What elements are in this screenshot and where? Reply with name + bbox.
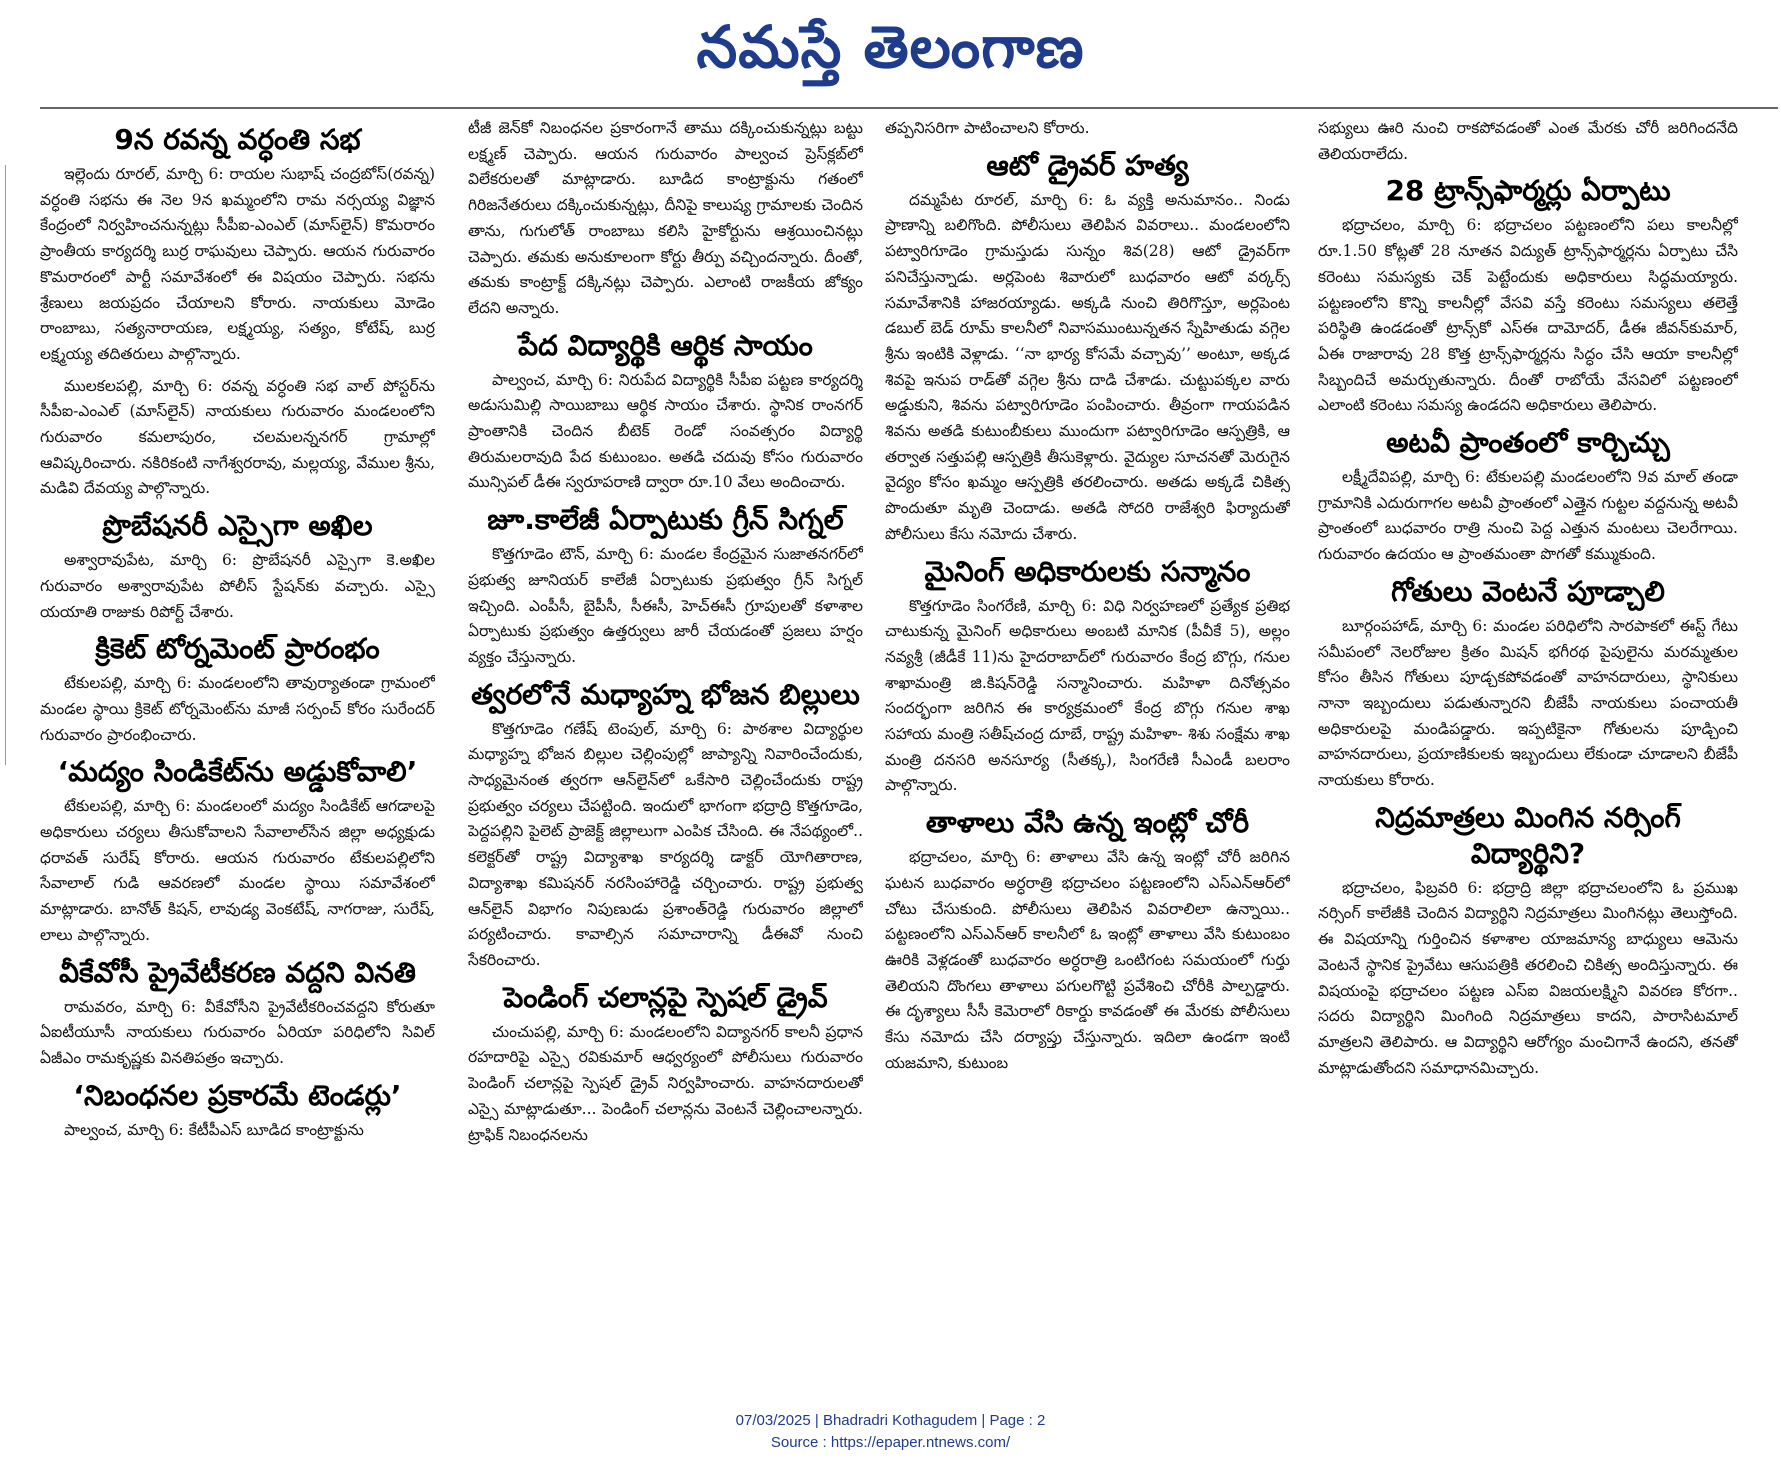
story-body: సభ్యులు ఊరి నుంచి రాకపోవడంతో ఎంత మేరకు చోరీ జరిగిందనేది తెలియరాలేదు. (1318, 119, 1738, 163)
story-headline: తాళాలు వేసి ఉన్న ఇంట్లో చోరీ (925, 806, 1250, 840)
newspaper-logo: నమస్తే తెలంగాణ (696, 13, 1085, 81)
story-body: రామవరం, మార్చి 6: వీకేవోసీని ప్రైవేటీకరించవద్దని కోరుతూ ఏఐటీయూసీ నాయకులు గురువారం ఏరియా పరిధిలోని సివిల్ ఏజీఎం రామకృష్ణకు వినతిపత్రం ఇచ్చారు. (40, 997, 435, 1067)
news-story (885, 148, 1290, 548)
story-body: పాల్వంచ, మార్చి 6: కేటీపీఎస్ బూడిద కాంట్రాక్టును (64, 1120, 364, 1139)
news-story (40, 754, 435, 948)
story-headline: మైనింగ్ అధికారులకు సన్మానం (924, 554, 1251, 588)
news-story (468, 328, 863, 497)
news-story (40, 631, 435, 748)
story-body: టేకులపల్లి, మార్చి 6: మండలంలోని తావుర్యాతండా గ్రామంలో మండల స్థాయి క్రికెట్ టోర్నమెంట్‌ను మాజీ సర్పంచ్ కోరం సురేందర్ గురువారం ప్రారంభించారు. (40, 674, 435, 744)
story-headline: పేద విద్యార్థికి ఆర్థిక సాయం (518, 328, 813, 362)
news-story (40, 508, 435, 625)
footer-date-edition: 07/03/2025 | Bhadradri Kothagudem | Page : 2 (735, 1412, 1046, 1429)
story-headline: ‘మద్యం సిండికేట్‌ను అడ్డుకోవాలి’ (57, 755, 418, 789)
story-body: చుంచుపల్లి, మార్చి 6: మండలంలోని విద్యానగర్ కాలనీ ప్రధాన రహదారిపై ఎస్సై రవికుమార్ ఆధ్వర్యంలో పోలీసులు గురువారం పెండింగ్ చలాన్లపై స్పెషల్ డ్రైవ్ నిర్వహించారు. వాహనదారులతో ఎస్సై మాట్లాడుతూ... పెండింగ్ చలాన్లను వెంటనే చెల్లించాలన్నారు. ట్రాఫిక్ నిబంధనలను (468, 1022, 863, 1144)
story-body: భద్రాచలం, మార్చి 6: తాళాలు వేసి ఉన్న ఇంట్లో చోరీ జరిగిన ఘటన బుధవారం అర్ధరాత్రి భద్రాచలం పట్టణంలోని ఎస్ఎన్ఆర్‌లో చోటు చేసుకుంది. పోలీసులు తెలిపిన వివరాలిలా ఉన్నాయి.. పట్టణంలోని ఎస్ఎన్ఆర్ కాలనీలో ఓ ఇంట్లో తాళాలు వేసి కుటుంబం ఊరికి వెళ్లడంతో బుధవారం అర్ధరాత్రి ఒంటిగంట సమయంలో గుర్తు తెలియని దొంగలు తాళాలు పగులగొట్టి ప్రవేశించి చోరీకి పాల్పడ్డారు. ఈ దృశ్యాలు సీసీ కెమెరాలో రికార్డు కావడంతో ఈ మేరకు పోలీసులు కేసు నమోదు చేసి దర్యాప్తు చేస్తున్నారు. ఇదిలా ఉండగా ఇంటి యజమాని, కుటుంబ (885, 848, 1290, 1072)
news-story (468, 677, 863, 974)
news-story (468, 502, 863, 671)
story-headline: గోతులు వెంటనే పూడ్చాలి (1391, 574, 1665, 608)
story-headline: క్రికెట్ టోర్నమెంట్ ప్రారంభం (95, 632, 380, 666)
story-headline: అటవీ ప్రాంతంలో కార్చిచ్చు (1386, 426, 1670, 460)
news-story (40, 1078, 435, 1144)
story-headline: 28 ట్రాన్స్‌ఫార్మర్లు ఏర్పాటు (1385, 174, 1671, 208)
news-story (885, 805, 1290, 1076)
column-2 (468, 116, 863, 1336)
news-story (1318, 425, 1738, 568)
story-body: ఇల్లెందు రూరల్, మార్చి 6: రాయల సుభాష్ చంద్రబోస్(రవన్న) వర్ధంతి సభను ఈ నెల 9న ఖమ్మంలోని రామ నర్సయ్య విజ్ఞాన కేంద్రంలో నిర్వహించనున్నట్లు సీపీఐ-ఎంఎల్ (మాస్‌లైన్) కొమరారం ప్రాంతీయ కార్యదర్శి బుర్ర రాఘవులు చెప్పారు. ఆయన గురువారం కొమరారంలో పార్టీ సమావేశంలో ఈ విషయం చెప్పారు. సభను శ్రేణులు జయప్రదం చేయాలని కోరారు. నాయకులు మోడెం రాంబాబు, సత్యనారాయణ, లక్ష్మయ్య, సత్యం, కోటేష్, బుర్ర లక్ష్మయ్య తదితరులు పాల్గొన్నారు. (40, 165, 435, 363)
news-story (40, 374, 435, 503)
story-headline: ‘నిబంధనల ప్రకారమే టెండర్లు’ (73, 1078, 402, 1112)
news-story (40, 955, 435, 1072)
story-body: భద్రాచలం, ఫిబ్రవరి 6: భద్రాద్రి జిల్లా భద్రాచలంలోని ఓ ప్రముఖ నర్సింగ్ కాలేజీకి చెందిన విద్యార్థిని నిద్రమాత్రలు మింగినట్లు తెలుస్తోంది. ఈ విషయాన్ని గుర్తించిన కళాశాల యాజమాన్య బాధ్యులు ఆమెను వెంటనే స్థానిక ప్రైవేటు ఆసుపత్రికి తరలించి చికిత్స అందిస్తున్నారు. ఈ విషయంపై భద్రాచలం పట్టణ ఎస్ఐ విజయలక్ష్మిని వివరణ కోరగా.. సదరు విద్యార్థిని మింగింది నిద్రమాత్రలు కాదని, పారాసిటమాల్ మాత్రలని తెలిపారు. ఆ విద్యార్థిని ఆరోగ్యం మంచిగానే ఉందని, తనతో మాట్లాడుతోందని సమాధానమిచ్చారు. (1318, 878, 1738, 1077)
column-3 (885, 116, 1290, 1336)
column-4 (1318, 116, 1738, 1336)
margin-rule (5, 165, 6, 765)
news-story (40, 122, 435, 368)
story-headline: వీకేవోసీ ప్రైవేటీకరణ వద్దని వినతి (59, 955, 416, 989)
news-story (1318, 173, 1738, 419)
story-body: అశ్వారావుపేట, మార్చి 6: ప్రొబేషనరీ ఎస్సైగా కె.అఖిల గురువారం అశ్వారావుపేట పోలీస్ స్టేషన్‌కు వచ్చారు. ఎస్సై యయాతి రాజుకు రిపోర్ట్ చేశారు. (40, 551, 435, 621)
story-body: లక్ష్మీదేవిపల్లి, మార్చి 6: టేకులపల్లి మండలంలోని 9వ మాల్ తండా గ్రామానికి ఎదురుగాగల అటవీ ప్రాంతంలో ఎత్తైన గుట్టల వద్దనున్న అటవీ ప్రాంతంలో బుధవారం రాత్రి నుంచి పెద్ద ఎత్తున మంటలు చెలరేగాయి. గురువారం ఉదయం ఆ ప్రాంతమంతా పొగతో కమ్ముకుంది. (1318, 468, 1738, 564)
story-body: కొత్తగూడెం గణేష్ టెంపుల్, మార్చి 6: పాఠశాల విద్యార్థుల మధ్యాహ్న భోజన బిల్లుల చెల్లింపుల్లో జాప్యాన్ని నివారించేందుకు, సాధ్యమైనంత త్వరగా ఆన్‌లైన్‌లో ఒకేసారి చెల్లించేందుకు రాష్ట్ర ప్రభుత్వం చర్యలు చేపట్టింది. ఇందులో భాగంగా భద్రాద్రి కొత్తగూడెం, పెద్దపల్లిని పైలెట్ ప్రాజెక్ట్ జిల్లాలుగా ఎంపిక చేసింది. ఈ నేపథ్యంలో.. కలెక్టర్‌తో రాష్ట్ర విద్యాశాఖ కార్యదర్శి డాక్టర్ యోగితారాణ, విద్యాశాఖ కమిషనర్ నరసింహారెడ్డి చర్చించారు. రాష్ట్ర ప్రభుత్వ ఆన్‌లైన్ విభాగం నిపుణుడు ప్రశాంత్‌రెడ్డి గురువారం జిల్లాలో పర్యటించారు. కావాల్సిన సమాచారాన్ని డీఈవో నుంచి సేకరించారు. (468, 719, 863, 969)
story-body: బూర్గంపహాడ్, మార్చి 6: మండల పరిధిలోని సారపాకలో ఈస్ట్ గేటు సమీపంలో నెలరోజుల క్రితం మిషన్ భగీరథ పైపులైను మరమ్మతుల కోసం తీసిన గోతులు పూడ్చకపోవడంతో వాహనదారులు, స్థానికులు నానా ఇబ్బందులు పడుతున్నారని బీజేపీ నాయకులు పంచాయతీ అధికారులపై మండిపడ్డారు. ఇప్పటికైనా గోతులను పూడ్చించి వాహనదారులు, ప్రయాణికులకు ఇబ్బందులు లేకుండా చూడాలని బీజేపీ నాయకులు కోరారు. (1318, 616, 1738, 790)
news-story (468, 980, 863, 1149)
story-headline: నిద్రమాత్రలు మింగిన నర్సింగ్ విద్యార్థిని? (1375, 800, 1681, 870)
news-story (885, 116, 1290, 142)
masthead-rule (40, 107, 1778, 109)
story-headline: త్వరలోనే మధ్యాహ్న భోజన బిల్లులు (471, 677, 860, 711)
story-body: తప్పనిసరిగా పాటించాలని కోరారు. (885, 119, 1090, 137)
story-body: పాల్వంచ, మార్చి 6: నిరుపేద విద్యార్థికి సీపీఐ పట్టణ కార్యదర్శి అడుసుమిల్లి సాయిబాబు ఆర్థిక సాయం చేశారు. స్థానిక రాంనగర్ ప్రాంతానికి చెందిన బీటెక్ రెండో సంవత్సరం విద్యార్థి తిరుమలరావుది పేద కుటుంబం. అతడి చదువు కోసం గురువారం మున్సిపల్ డీఈ స్వరూపరాణి ద్వారా రూ.10 వేలు అందించారు. (468, 370, 863, 492)
story-body: ములకలపల్లి, మార్చి 6: రవన్న వర్ధంతి సభ వాల్ పోస్టర్‌ను సీపీఐ-ఎంఎల్ (మాస్‌లైన్) నాయకులు గురువారం మండలంలోని గురువారం కమలాపురం, చలమలన్ననగర్ గ్రామాల్లో ఆవిష్కరించారు. నకిరికంటి నాగేశ్వరరావు, మల్లయ్య, వేముల శ్రీను, మడివి దేవయ్య పాల్గొన్నారు. (40, 376, 435, 498)
masthead (0, 8, 1781, 86)
story-headline: ఆటో డ్రైవర్ హత్య (986, 148, 1189, 182)
news-story (1318, 116, 1738, 167)
news-story (468, 116, 863, 322)
story-body: కొత్తగూడెం టౌన్, మార్చి 6: మండల కేంద్రమైన సుజాతనగర్‌లో ప్రభుత్వ జూనియర్ కాలేజీ ఏర్పాటుకు ప్రభుత్వం గ్రీన్ సిగ్నల్ ఇచ్చింది. ఎంపీసీ, బైపీసీ, సీఈసీ, హెచ్‌ఈసీ గ్రూపులతో కళాశాల ఏర్పాటుకు ప్రభుత్వం ఉత్తర్వులు జారీ చేయడంతో ప్రజలు హర్షం వ్యక్తం చేస్తున్నారు. (468, 545, 863, 666)
news-story (885, 554, 1290, 800)
story-body: భద్రాచలం, మార్చి 6: భద్రాచలం పట్టణంలోని పలు కాలనీల్లో రూ.1.50 కోట్లతో 28 నూతన విద్యుత్ ట్రాన్స్‌ఫార్మర్లను ఏర్పాటు చేసి కరెంటు సమస్యకు చెక్ పెట్టేందుకు అధికారులు సిద్ధమయ్యారు. పట్టణంలోని కొన్ని కాలనీల్లో వేసవి వస్తే కరెంటు సమస్యలు తలెత్తే పరిస్థితి ఉండడంతో ట్రాన్స్‌కో ఎస్ఈ దామోదర్, డీఈ జీవన్‌కుమార్, ఏఈ రాజారావు 28 కొత్త ట్రాన్స్‌ఫార్మర్లను సిద్ధం చేసి ఆయా కాలనీల్లో సిబ్బందిచే అమర్చుతున్నారు. దీంతో రాబోయే వేసవిలో పట్టణంలో ఎలాంటి కరెంటు సమస్య ఉండదని అధికారులు తెలిపారు. (1318, 216, 1738, 415)
column-1 (40, 116, 435, 1336)
footer-source: Source : https://epaper.ntnews.com/ (770, 1434, 1011, 1451)
story-body: టీజీ జెన్‌కో నిబంధనల ప్రకారంగానే తాము దక్కించుకున్నట్లు బట్టు లక్ష్మణ్ చెప్పారు. ఆయన గురువారం పాల్వంచ ప్రెస్‌క్లబ్‌లో విలేకరులతో మాట్లాడారు. బూడిద కాంట్రాక్టును గతంలో గిరిజనేతరులు దక్కించుకున్నట్లు, దీనిపై కాలుష్య గ్రామాలకు చెందిన తాను, గుగులోత్ రాంబాబు కలిసి హైకోర్టును ఆశ్రయించినట్లు చెప్పారు. తమకు అనుకూలంగా కోర్టు తీర్పు వచ్చిందన్నారు. దీంతో, తమకు కాంట్రాక్ట్ దక్కినట్లు చెప్పారు. ఎలాంటి రాజకీయ జోక్యం లేదని అన్నారు. (468, 119, 863, 317)
story-headline: ప్రొబేషనరీ ఎస్సైగా అఖిల (102, 509, 373, 543)
news-story (1318, 800, 1738, 1082)
story-headline: పెండింగ్ చలాన్లపై స్పెషల్ డ్రైవ్ (503, 980, 828, 1014)
story-body: దమ్మపేట రూరల్, మార్చి 6: ఓ వ్యక్తి అనుమానం.. నిండు ప్రాణాన్ని బలిగొంది. పోలీసులు తెలిపిన వివరాలు.. మండలంలోని పట్వారిగూడెం గ్రామస్తుడు సున్నం శివ(28) ఆటో డ్రైవర్‌గా పనిచేస్తున్నాడు. అర్లపెంట శివారులో బుధవారం ఆటో వర్కర్స్ సమావేశానికి హాజరయ్యాడు. అక్కడి నుంచి తిరిగొస్తూ, అర్లపెంట డబుల్ బెడ్ రూమ్ కాలనీలో నివాసముంటున్నతన స్నేహితుడు వగ్గెల శ్రీను ఇంటికి వెళ్లాడు. ‘‘నా భార్య కోసమే వచ్చావు’’ అంటూ, అక్కడ శివపై ఇనుప రాడ్‌తో వగ్గెల శ్రీను దాడి చేశాడు. చుట్టుపక్కల వారు అడ్డుకుని, శివను పట్వారిగూడెం పంపించారు. తీవ్రంగా గాయపడిన శివను అతడి కుటుంబీకులు ముందుగా పట్వారిగూడెం ఆస్పత్రికి, ఆ తర్వాత సత్తుపల్లి ఆస్పత్రికి తీసుకెళ్లారు. వైద్యుల సూచనతో మెరుగైన వైద్యం కోసం ఖమ్మం ఆస్పత్రికి తరలించారు. అతడు అక్కడే చికిత్స పొందుతూ మృతి చెందాడు. అతడి సోదరి రాజేశ్వరి ఫిర్యాదుతో పోలీసులు కేసు నమోదు చేశారు. (885, 190, 1290, 543)
story-body: టేకులపల్లి, మార్చి 6: మండలంలో మద్యం సిండికేట్ ఆగడాలపై అధికారులు చర్యలు తీసుకోవాలని సేవాలాల్‌సేన జిల్లా అధ్యక్షుడు ధరావత్ సురేష్ కోరారు. ఆయన గురువారం టేకులపల్లిలోని సేవాలాల్ గుడి ఆవరణలో మండల స్థాయి సమావేశంలో మాట్లాడారు. బానోత్ కిషన్, లావుడ్య వెంకటేష్, నాగరాజు, సురేష్, లాలు పాల్గొన్నారు. (40, 797, 435, 944)
story-body: కొత్తగూడెం సింగరేణి, మార్చి 6: విధి నిర్వహణలో ప్రత్యేక ప్రతిభ చాటుకున్న మైనింగ్ అధికారులు అంబటి మానిక (పీవీకే 5), అల్లం నవ్యశ్రీ (జీడీకే 11)ను హైదరాబాద్‌లో గురువారం కేంద్ర బొగ్గు, గనుల శాఖామంత్రి జి.కిషన్‌రెడ్డి సన్మానించారు. మహిళా దినోత్సవం సందర్భంగా జరిగిన ఈ కార్యక్రమంలో కేంద్ర బొగ్గు గనుల శాఖ సహాయ మంత్రి సతీష్‌చంద్ర దూబే, రాష్ట్ర మహిళా- శిశు సంక్షేమ శాఖ మంత్రి దనసరి అనసూర్య (సీతక్క), సింగరేణి సీఎండీ బలరాం పాల్గొన్నారు. (885, 596, 1290, 795)
news-story (1318, 574, 1738, 794)
story-headline: జూ.కాలేజీ ఏర్పాటుకు గ్రీన్ సిగ్నల్ (487, 503, 844, 537)
story-headline: 9న రవన్న వర్ధంతి సభ (114, 123, 361, 156)
